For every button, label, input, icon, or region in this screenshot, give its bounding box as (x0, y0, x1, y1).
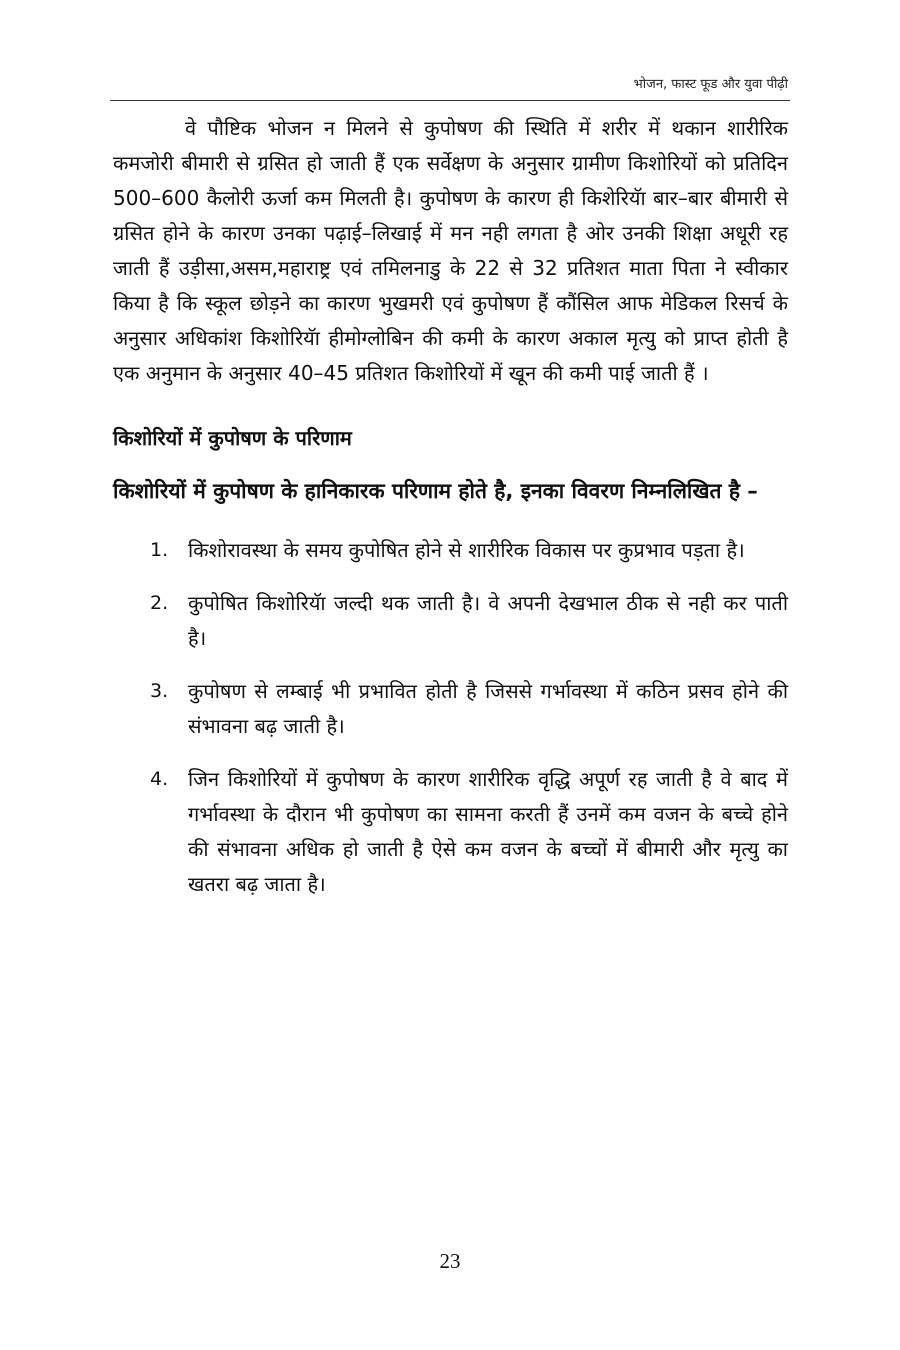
list-item (113, 674, 788, 744)
list-item (113, 762, 788, 902)
list-item-text: जिन किशोरियों में कुपोषण के कारण शारीरिक वृद्धि अपूर्ण रह जाती है वे बाद में गर्भावस्था के दौरान भी कुपोषण का सामना करती हैं उनमें कम वजन के बच्चे होने की संभावना अधिक हो जाती है ऐसे कम वजन के बच्चों में बीमारी और मृत्यु का खतरा बढ़ जाता है। (188, 767, 788, 896)
page-content (113, 111, 788, 920)
body-paragraph: वे पौष्टिक भोजन न मिलने से कुपोषण की स्थिति में शरीर में थकान शारीरिक कमजोरी बीमारी से ग्रसित हो जाती हैं एक सर्वेक्षण के अनुसार ग्रामीण किशोरियों को प्रतिदिन 500–600 कैलोरी ऊर्जा कम मिलती है। कुपोषण के कारण ही किशेरियॅा बार–बार बीमारी से ग्रसित होने के कारण उनका पढ़ाई–लिखाई में मन नही लगता है ओर उनकी शिक्षा अधूरी रह जाती हैं उड़ीसा,असम,महाराष्ट्र एवं तमिलनाडु के 22 से 32 प्रतिशत माता पिता ने स्वीकार किया है कि स्कूल छोड़ने का कारण भुखमरी एवं कुपोषण हैं कौंसिल आफ मेडिकल रिसर्च के अनुसार अधिकांश किशोरियॅा हीमोग्लोबिन की कमी के कारण अकाल मृत्यु को प्राप्त होती है एक अनुमान के अनुसार 40–45 प्रतिशत किशोरियों में खून की कमी पाई जाती हैं । (113, 116, 788, 385)
list-intro: किशोरियों में कुपोषण के हानिकारक परिणाम होते है, इनका विवरण निम्नलिखित है – (113, 479, 758, 503)
list-item-text: कुपोषण से लम्बाई भी प्रभावित होती है जिससे गर्भावस्था में कठिन प्रसव होने की संभावना बढ़ जाती है। (188, 679, 788, 738)
section-heading: किशोरियों में कुपोषण के परिणाम (113, 426, 352, 450)
list-item (113, 533, 788, 568)
consequences-list (113, 533, 788, 902)
list-item (113, 586, 788, 656)
page-number: 23 (439, 1249, 461, 1273)
list-item-text: किशोरावस्था के समय कुपोषित होने से शारीरिक विकास पर कुप्रभाव पड़ता है। (188, 538, 745, 562)
list-item-number: 2. (150, 592, 169, 614)
header-rule (110, 100, 790, 101)
list-item-number: 1. (150, 539, 169, 561)
list-item-number: 4. (150, 768, 169, 790)
list-item-text: कुपोषित किशोरियॅा जल्दी थक जाती है। वे अपनी देखभाल ठीक से नही कर पाती है। (188, 591, 788, 650)
list-item-number: 3. (150, 680, 169, 702)
running-header: भोजन, फास्ट फूड और युवा पीढ़ी (633, 77, 788, 92)
